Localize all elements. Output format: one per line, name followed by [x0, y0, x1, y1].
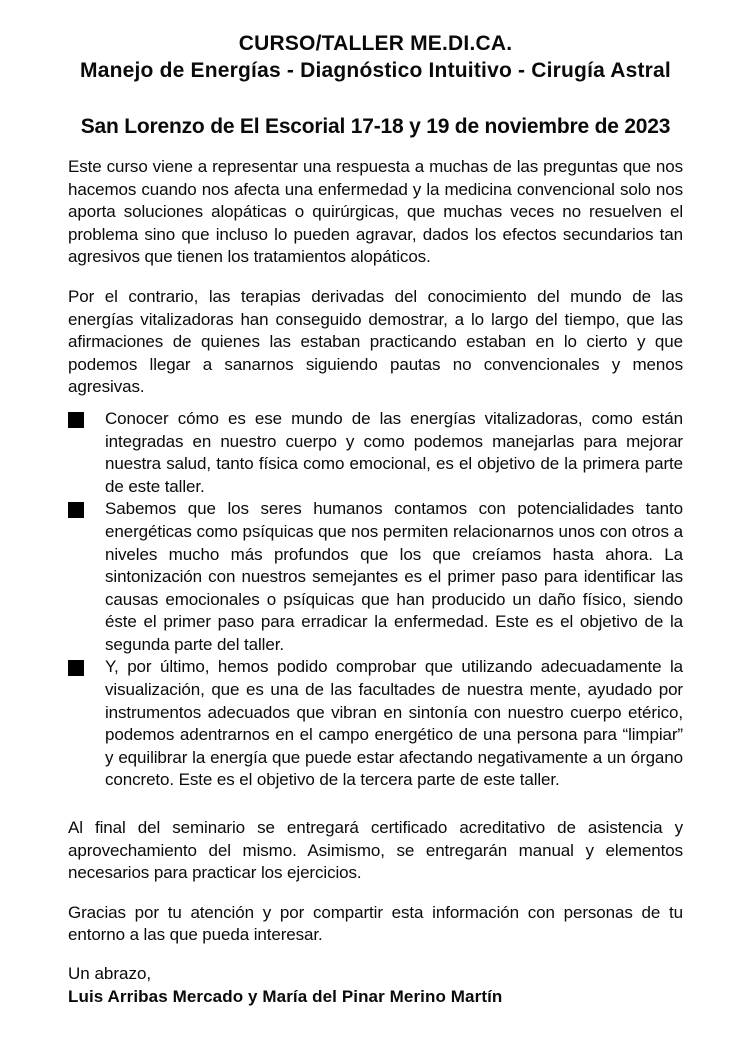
- square-bullet-icon: [68, 412, 84, 428]
- square-bullet-icon: [68, 660, 84, 676]
- list-item-text: Conocer cómo es ese mundo de las energías vitalizadoras, como están integradas en nuestro cuerpo y como podemos manejarlas para mejorar nuestra salud, tanto física como emocional, es el objetivo de la primera parte de este taller.: [105, 408, 683, 496]
- course-subtitle: Manejo de Energías - Diagnóstico Intuitivo - Cirugía Astral: [80, 59, 671, 82]
- signoff-text: Un abrazo,: [68, 964, 152, 983]
- signature-names: Luis Arribas Mercado y María del Pinar Merino Martín: [68, 986, 503, 1006]
- list-item: [68, 408, 683, 498]
- course-title: CURSO/TALLER ME.DI.CA.: [238, 32, 513, 55]
- thanks-paragraph: Gracias por tu atención y por compartir esta información con personas de tu entorno a las que pueda interesar.: [68, 902, 683, 945]
- square-bullet-icon: [68, 502, 84, 518]
- list-item: [68, 498, 683, 656]
- certificate-paragraph: Al final del seminario se entregará certificado acreditativo de asistencia y aprovechamiento del mismo. Asimismo, se entregarán manual y elementos necesarios para practicar los ejercicios.: [68, 818, 683, 883]
- intro-paragraph-2: Por el contrario, las terapias derivadas del conocimiento del mundo de las energías vitalizadoras han conseguido demostrar, a lo largo del tiempo, que las afirmaciones de quienes las estaban practicando estaban en lo cierto y que podemos llegar a sanarnos siguiendo pautas no convencionales y menos agresivas.: [68, 286, 683, 397]
- list-item: [68, 656, 683, 792]
- list-item-text: Sabemos que los seres humanos contamos con potencialidades tanto energéticas como psíquicas que nos permiten relacionarnos unos con otros a niveles mucho más profundos que los que creíamos hasta ahora. La sintonización con nuestros semejantes es el primer paso para identificar las causas emocionales o psíquicas que han producido un daño físico, siendo éste el primer paso para erradicar la enfermedad. Este es el objetivo de la segunda parte del taller.: [105, 499, 683, 654]
- objectives-list: [68, 408, 683, 792]
- event-date-location: San Lorenzo de El Escorial 17-18 y 19 de noviembre de 2023: [80, 115, 671, 138]
- intro-paragraph-1: Este curso viene a representar una respuesta a muchas de las preguntas que nos hacemos cuando nos afecta una enfermedad y la medicina convencional solo nos aporta soluciones alopáticas o quirúrgicas, que muchas veces no resuelven el problema sino que incluso lo pueden agravar, dados los efectos secundarios tan agresivos que tienen los tratamientos alopáticos.: [68, 157, 683, 267]
- list-item-text: Y, por último, hemos podido comprobar que utilizando adecuadamente la visualización, que es una de las facultades de nuestra mente, ayudado por instrumentos adecuados que vibran en sintonía con nuestro cuerpo etérico, podemos adentrarnos en el campo energético de una persona para “limpiar” y equilibrar la energía que puede estar afectando negativamente a un órgano concreto. Este es el objetivo de la tercera parte de este taller.: [105, 657, 683, 790]
